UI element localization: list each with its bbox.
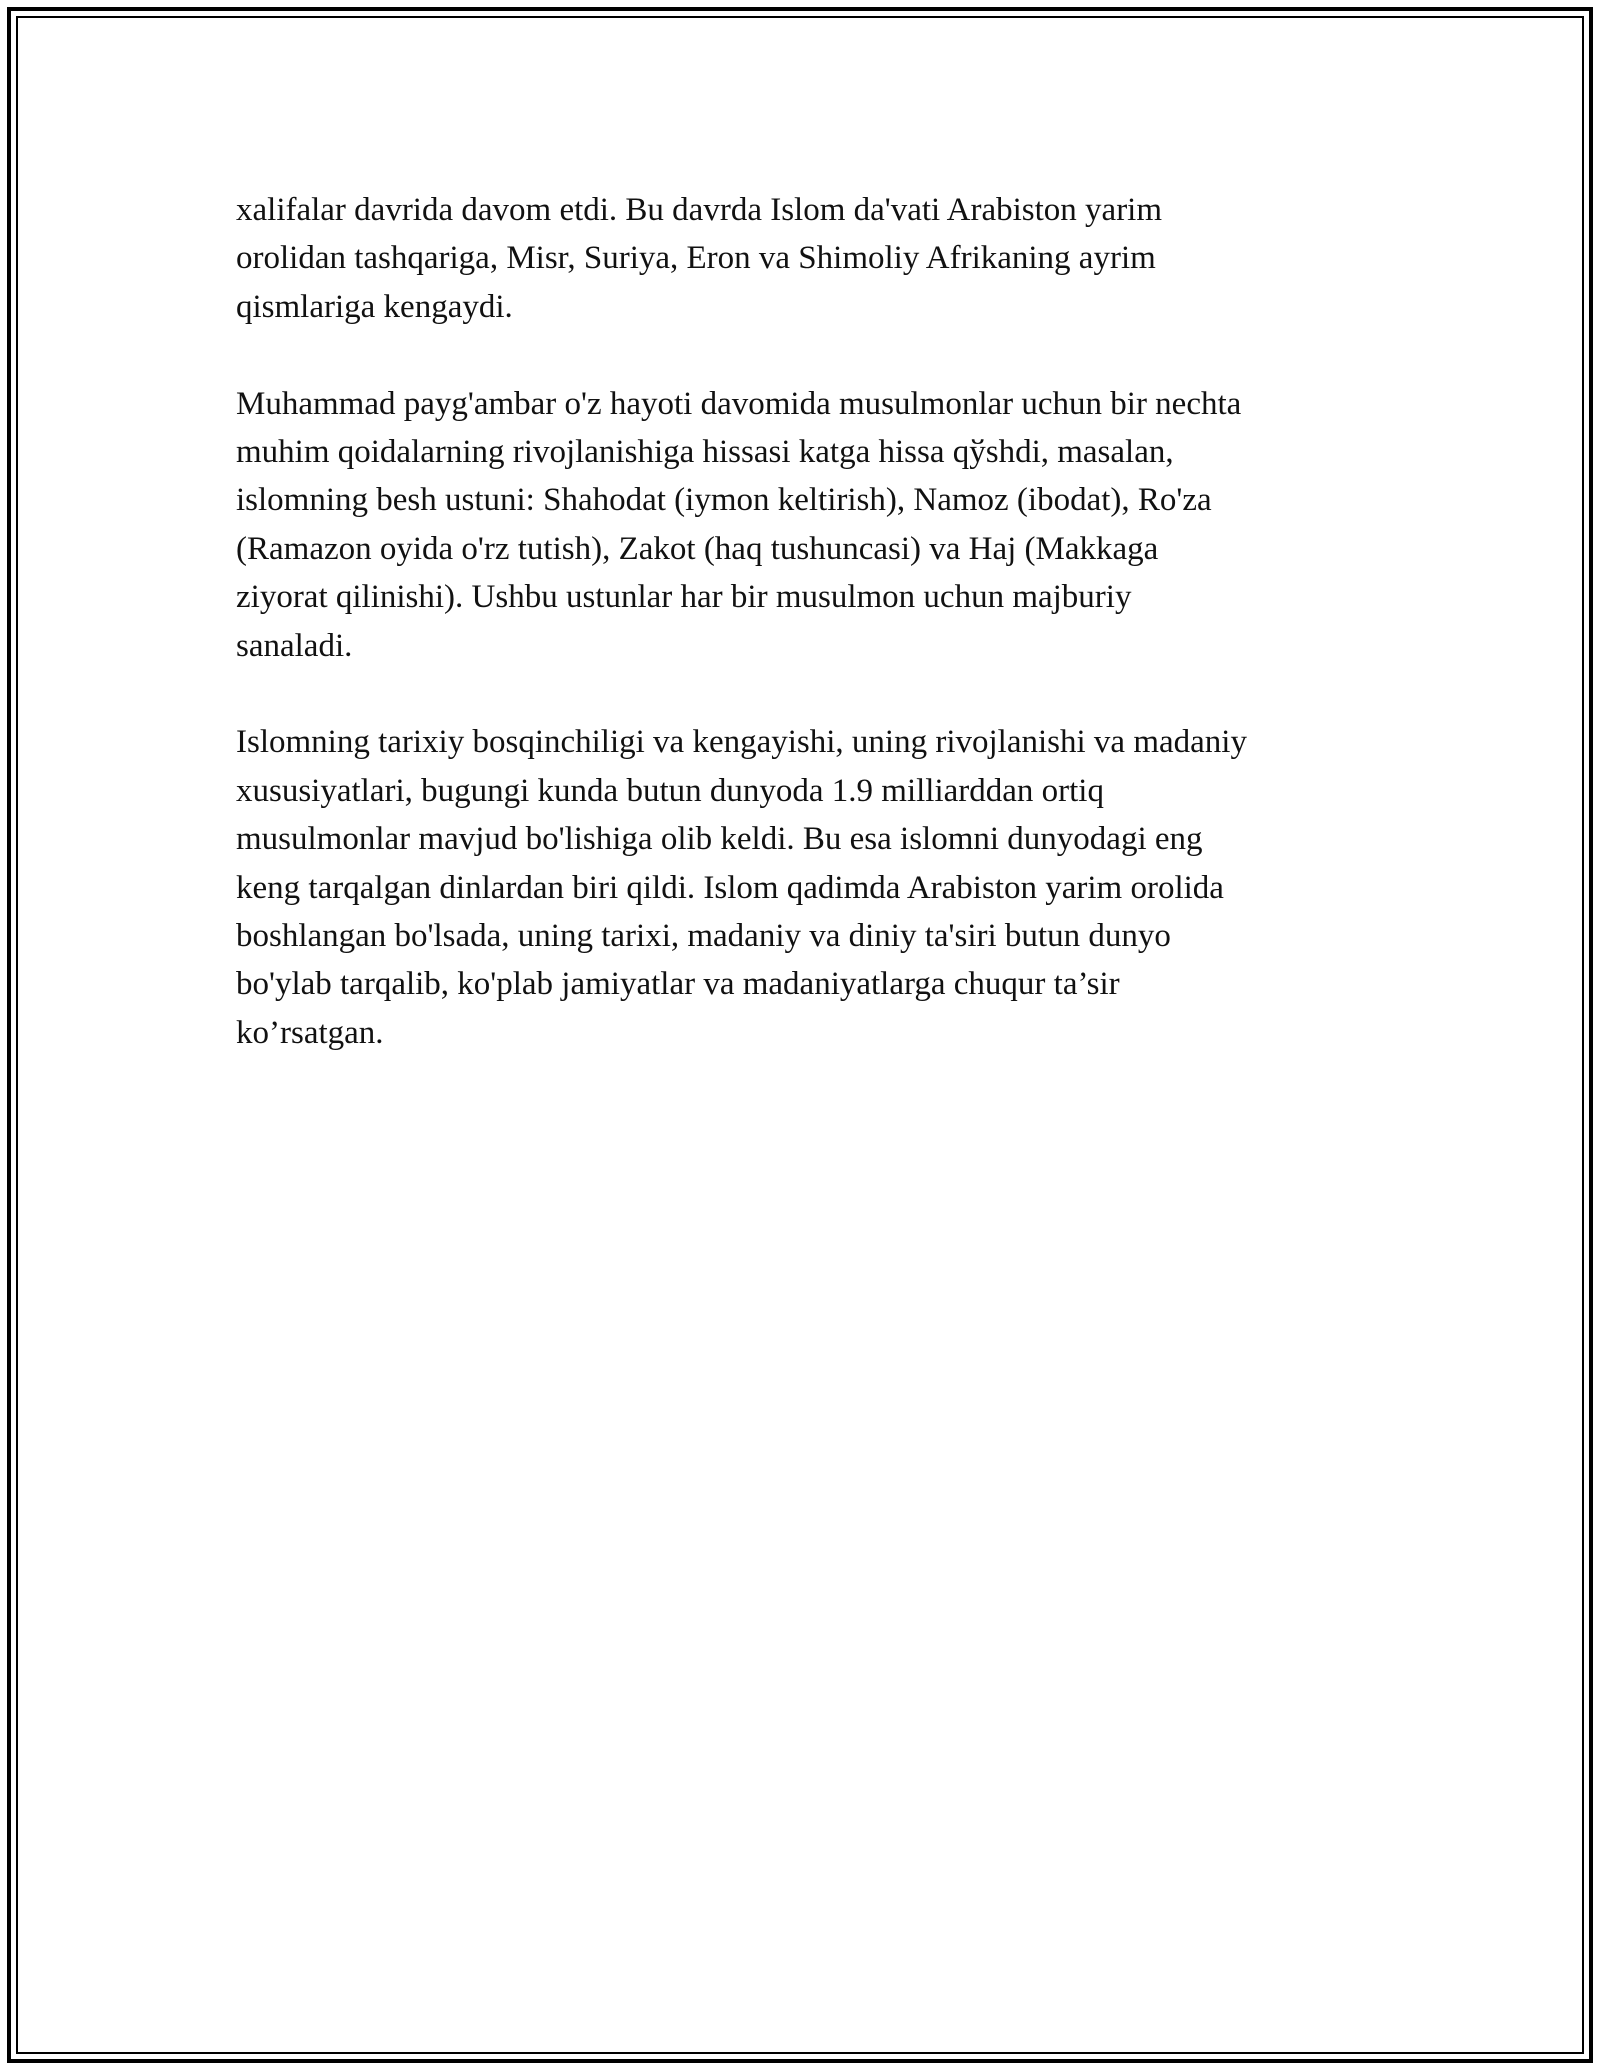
text-line: ziyorat qilinishi). Ushbu ustunlar har bir musulmon uchun majburiy <box>236 579 1132 616</box>
paragraph-3 <box>236 718 1376 1057</box>
document-body <box>236 186 1376 1106</box>
text-line: ko’rsatgan. <box>236 1014 384 1051</box>
text-line: qismlariga kengaydi. <box>236 288 513 325</box>
text-line: musulmonlar mavjud bo'lishiga olib keldi. Bu esa islomni dunyodagi eng <box>236 821 1203 858</box>
text-line: orolidan tashqariga, Misr, Suriya, Eron va Shimoliy Afrikaning ayrim <box>236 240 1156 277</box>
text-line: keng tarqalgan dinlardan biri qildi. Islom qadimda Arabiston yarim orolida <box>236 869 1224 906</box>
text-line: xususiyatlari, bugungi kunda butun dunyoda 1.9 milliarddan ortiq <box>236 772 1104 809</box>
text-line: (Ramazon oyida o'rz tutish), Zakot (haq tushuncasi) va Haj (Makkaga <box>236 530 1159 567</box>
paragraph-1 <box>236 186 1376 331</box>
text-line: bo'ylab tarqalib, ko'plab jamiyatlar va madaniyatlarga chuqur ta’sir <box>236 966 1120 1003</box>
text-line: islomning besh ustuni: Shahodat (iymon keltirish), Namoz (ibodat), Ro'za <box>236 482 1212 519</box>
text-line: Muhammad payg'ambar o'z hayoti davomida musulmonlar uchun bir nechta <box>236 385 1242 422</box>
text-line: xalifalar davrida davom etdi. Bu davrda Islom da'vati Arabiston yarim <box>236 192 1163 228</box>
text-line: boshlangan bo'lsada, uning tarixi, madaniy va diniy ta'siri butun dunyo <box>236 918 1171 955</box>
text-line: sanaladi. <box>236 627 353 664</box>
paragraph-2 <box>236 380 1376 670</box>
text-line: Islomning tarixiy bosqinchiligi va kengayishi, uning rivojlanishi va madaniy <box>236 724 1247 761</box>
text-line: muhim qoidalarning rivojlanishiga hissasi katga hissa qўshdi, masalan, <box>236 434 1174 471</box>
